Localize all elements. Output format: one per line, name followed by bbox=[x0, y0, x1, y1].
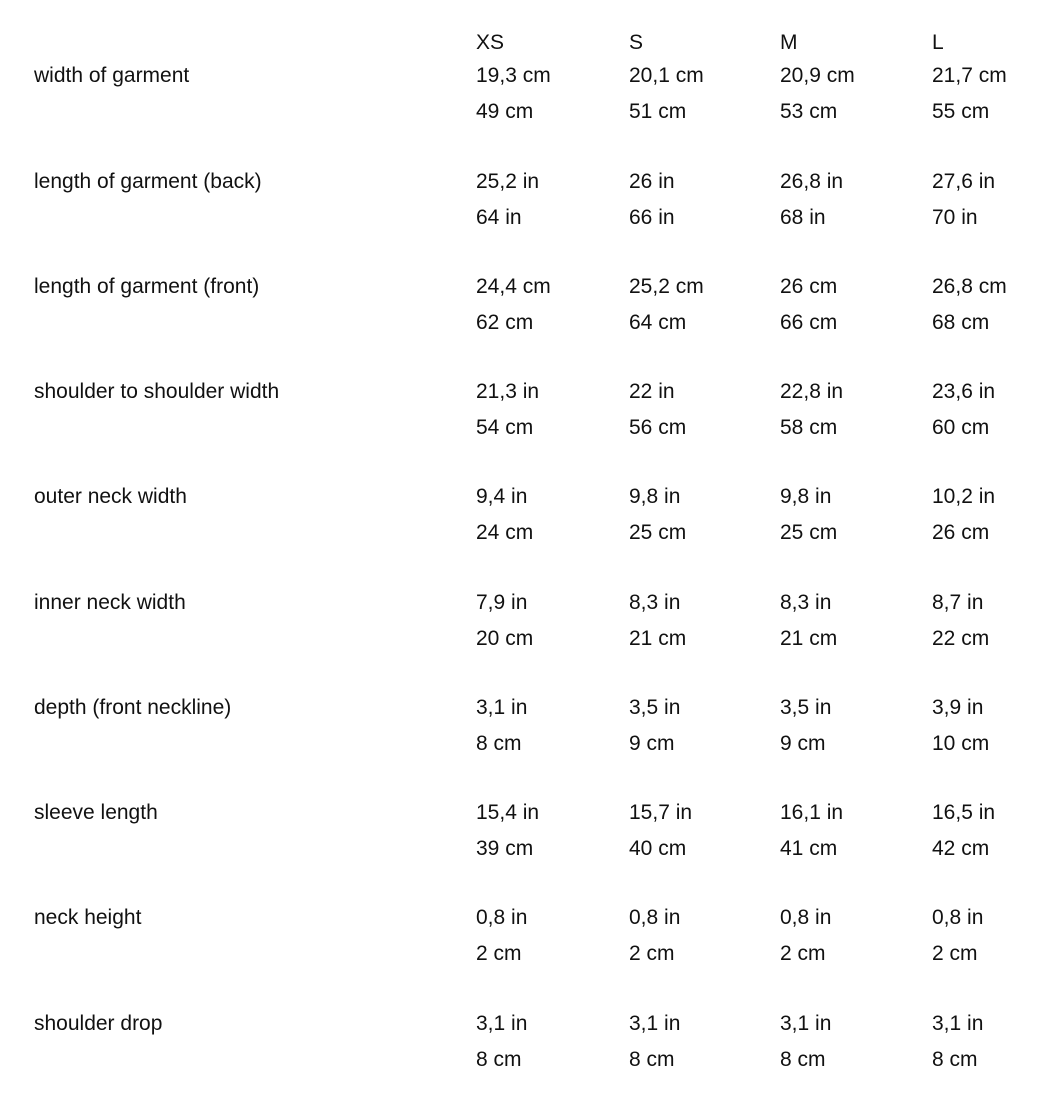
value-l-secondary: 22 cm bbox=[932, 627, 990, 650]
value-xs-secondary: 2 cm bbox=[476, 942, 522, 965]
value-s-secondary: 2 cm bbox=[629, 942, 675, 965]
value-l-secondary: 60 cm bbox=[932, 416, 990, 439]
value-xs-secondary: 54 cm bbox=[476, 416, 534, 439]
value-m-primary: 26,8 in bbox=[780, 170, 844, 193]
value-s-secondary: 21 cm bbox=[629, 627, 687, 650]
value-l-secondary: 8 cm bbox=[932, 1048, 978, 1071]
value-xs-secondary: 8 cm bbox=[476, 1048, 522, 1071]
value-l-primary: 8,7 in bbox=[932, 591, 984, 614]
value-xs-primary: 25,2 in bbox=[476, 170, 540, 193]
size-header-row bbox=[0, 29, 1064, 57]
measurement-row-neckline-depth bbox=[0, 694, 1064, 766]
measurement-row-inner-neck-width bbox=[0, 589, 1064, 661]
size-header-m: M bbox=[780, 31, 798, 54]
value-l-primary: 21,7 cm bbox=[932, 64, 1007, 87]
value-m-secondary: 68 in bbox=[780, 206, 826, 229]
value-xs-secondary: 20 cm bbox=[476, 627, 534, 650]
measurement-row-neck-height bbox=[0, 904, 1064, 976]
value-s-primary: 0,8 in bbox=[629, 906, 681, 929]
value-l-primary: 23,6 in bbox=[932, 380, 996, 403]
value-m-secondary: 25 cm bbox=[780, 521, 838, 544]
measurement-label: shoulder to shoulder width bbox=[34, 380, 280, 403]
value-m-secondary: 53 cm bbox=[780, 100, 838, 123]
value-xs-secondary: 8 cm bbox=[476, 732, 522, 755]
measurement-label: width of garment bbox=[34, 64, 190, 87]
measurement-label: shoulder drop bbox=[34, 1012, 163, 1035]
value-l-primary: 3,9 in bbox=[932, 696, 984, 719]
measurement-row-outer-neck-width bbox=[0, 483, 1064, 555]
value-m-secondary: 9 cm bbox=[780, 732, 826, 755]
value-l-secondary: 68 cm bbox=[932, 311, 990, 334]
value-l-primary: 10,2 in bbox=[932, 485, 996, 508]
value-xs-primary: 0,8 in bbox=[476, 906, 528, 929]
measurement-label: length of garment (back) bbox=[34, 170, 262, 193]
value-s-primary: 22 in bbox=[629, 380, 675, 403]
value-l-secondary: 2 cm bbox=[932, 942, 978, 965]
value-s-primary: 15,7 in bbox=[629, 801, 693, 824]
value-xs-primary: 3,1 in bbox=[476, 1012, 528, 1035]
measurement-label: depth (front neckline) bbox=[34, 696, 232, 719]
value-s-secondary: 25 cm bbox=[629, 521, 687, 544]
value-xs-primary: 7,9 in bbox=[476, 591, 528, 614]
value-s-primary: 8,3 in bbox=[629, 591, 681, 614]
value-m-primary: 9,8 in bbox=[780, 485, 832, 508]
measurement-label: neck height bbox=[34, 906, 142, 929]
value-xs-primary: 21,3 in bbox=[476, 380, 540, 403]
value-m-secondary: 2 cm bbox=[780, 942, 826, 965]
value-s-secondary: 51 cm bbox=[629, 100, 687, 123]
value-s-primary: 20,1 cm bbox=[629, 64, 704, 87]
value-m-secondary: 66 cm bbox=[780, 311, 838, 334]
measurement-row-width-of-garment bbox=[0, 62, 1064, 134]
measurement-row-length-back bbox=[0, 168, 1064, 240]
measurement-row-shoulder-width bbox=[0, 378, 1064, 450]
measurement-label: inner neck width bbox=[34, 591, 186, 614]
value-xs-secondary: 64 in bbox=[476, 206, 522, 229]
value-m-primary: 20,9 cm bbox=[780, 64, 855, 87]
size-header-l: L bbox=[932, 31, 944, 54]
measurement-label: outer neck width bbox=[34, 485, 187, 508]
value-xs-secondary: 24 cm bbox=[476, 521, 534, 544]
value-l-primary: 3,1 in bbox=[932, 1012, 984, 1035]
value-s-secondary: 64 cm bbox=[629, 311, 687, 334]
value-m-secondary: 8 cm bbox=[780, 1048, 826, 1071]
value-s-secondary: 9 cm bbox=[629, 732, 675, 755]
value-s-primary: 3,1 in bbox=[629, 1012, 681, 1035]
value-l-primary: 26,8 cm bbox=[932, 275, 1007, 298]
measurement-row-length-front bbox=[0, 273, 1064, 345]
value-m-primary: 26 cm bbox=[780, 275, 838, 298]
value-l-secondary: 42 cm bbox=[932, 837, 990, 860]
value-m-primary: 16,1 in bbox=[780, 801, 844, 824]
value-s-secondary: 66 in bbox=[629, 206, 675, 229]
measurement-label: sleeve length bbox=[34, 801, 158, 824]
value-xs-primary: 19,3 cm bbox=[476, 64, 551, 87]
value-m-primary: 22,8 in bbox=[780, 380, 844, 403]
value-l-primary: 27,6 in bbox=[932, 170, 996, 193]
value-m-secondary: 41 cm bbox=[780, 837, 838, 860]
value-s-primary: 3,5 in bbox=[629, 696, 681, 719]
measurement-row-shoulder-drop bbox=[0, 1010, 1064, 1082]
measurement-row-sleeve-length bbox=[0, 799, 1064, 871]
value-s-primary: 26 in bbox=[629, 170, 675, 193]
measurement-label: length of garment (front) bbox=[34, 275, 260, 298]
value-xs-secondary: 39 cm bbox=[476, 837, 534, 860]
value-l-secondary: 26 cm bbox=[932, 521, 990, 544]
value-s-primary: 25,2 cm bbox=[629, 275, 704, 298]
value-s-primary: 9,8 in bbox=[629, 485, 681, 508]
value-s-secondary: 8 cm bbox=[629, 1048, 675, 1071]
value-xs-secondary: 49 cm bbox=[476, 100, 534, 123]
value-l-primary: 16,5 in bbox=[932, 801, 996, 824]
value-m-primary: 0,8 in bbox=[780, 906, 832, 929]
value-m-secondary: 21 cm bbox=[780, 627, 838, 650]
value-xs-primary: 15,4 in bbox=[476, 801, 540, 824]
value-xs-primary: 24,4 cm bbox=[476, 275, 551, 298]
size-header-s: S bbox=[629, 31, 644, 54]
value-m-secondary: 58 cm bbox=[780, 416, 838, 439]
value-m-primary: 8,3 in bbox=[780, 591, 832, 614]
value-xs-primary: 3,1 in bbox=[476, 696, 528, 719]
value-xs-secondary: 62 cm bbox=[476, 311, 534, 334]
value-s-secondary: 40 cm bbox=[629, 837, 687, 860]
value-l-secondary: 55 cm bbox=[932, 100, 990, 123]
value-m-primary: 3,5 in bbox=[780, 696, 832, 719]
value-xs-primary: 9,4 in bbox=[476, 485, 528, 508]
value-l-secondary: 70 in bbox=[932, 206, 978, 229]
value-m-primary: 3,1 in bbox=[780, 1012, 832, 1035]
value-l-primary: 0,8 in bbox=[932, 906, 984, 929]
size-header-xs: XS bbox=[476, 31, 505, 54]
value-s-secondary: 56 cm bbox=[629, 416, 687, 439]
value-l-secondary: 10 cm bbox=[932, 732, 990, 755]
